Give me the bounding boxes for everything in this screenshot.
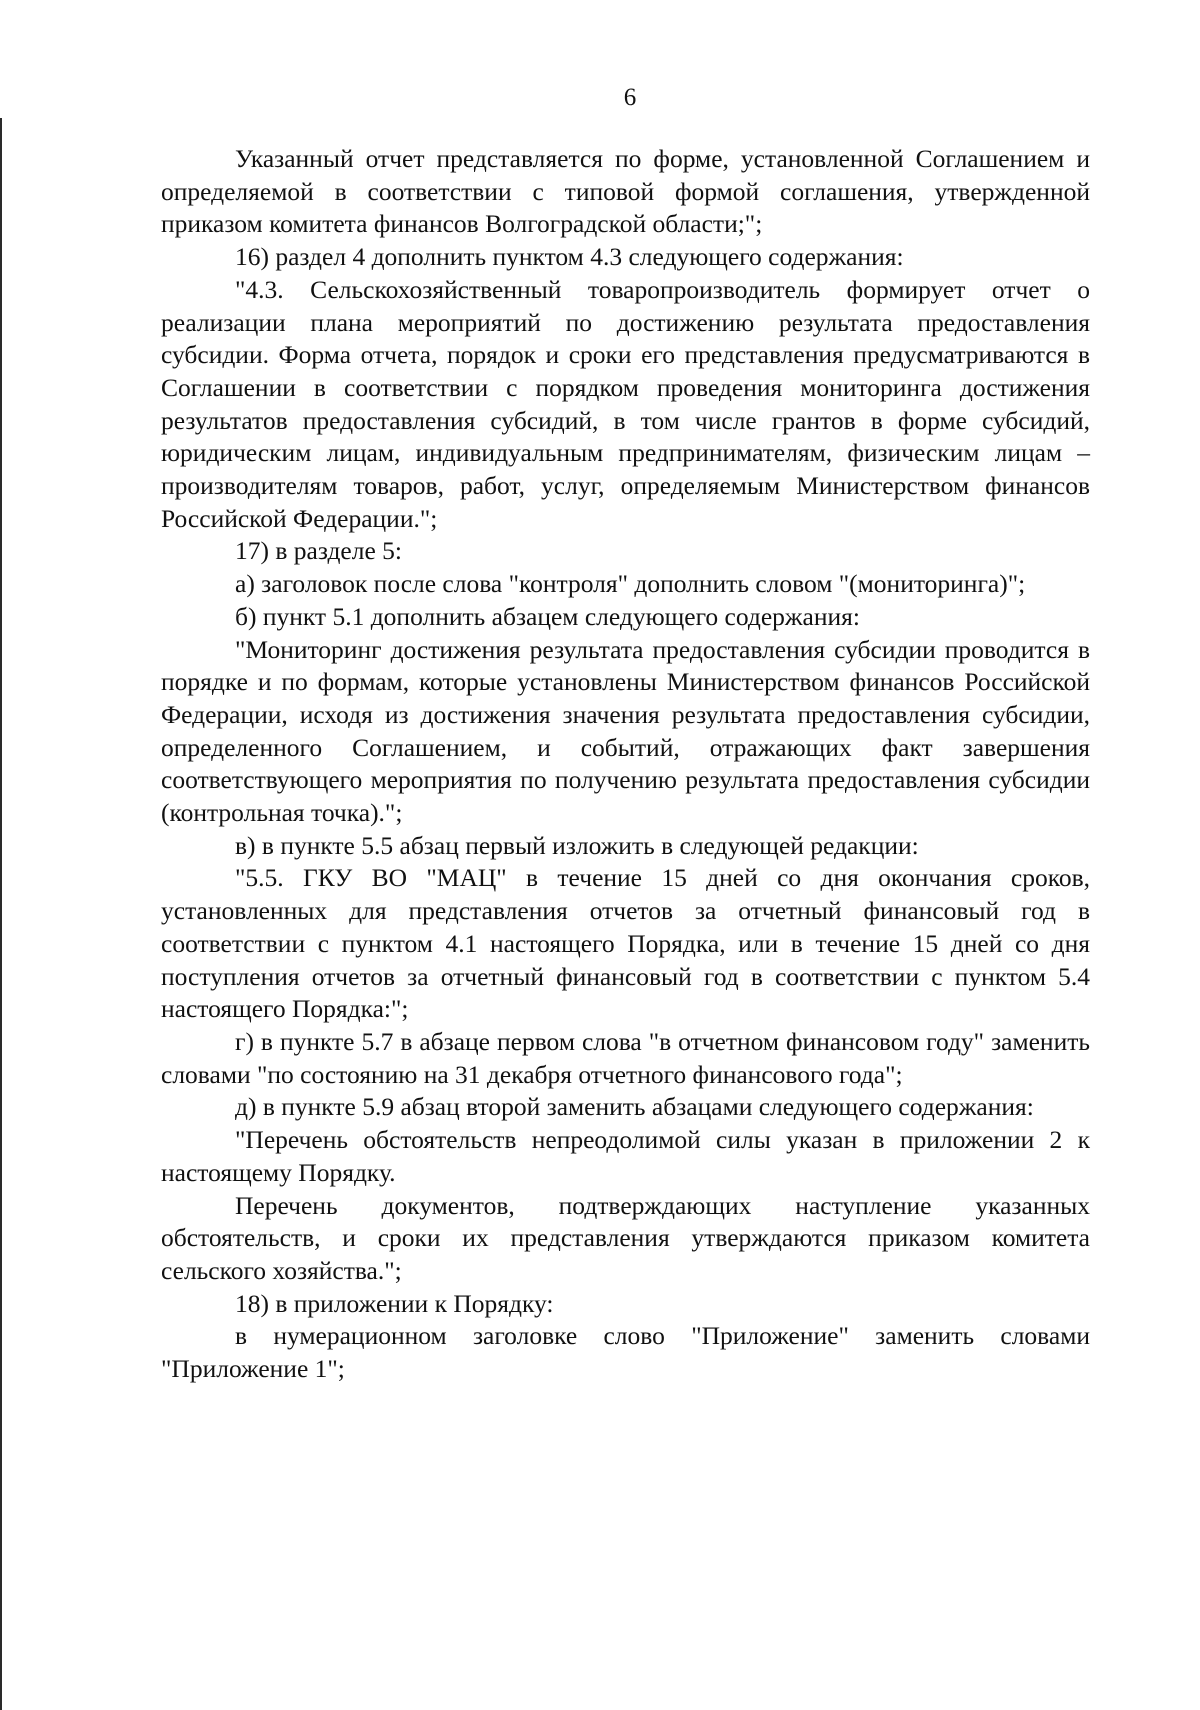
paragraph-subitem-v: в) в пункте 5.5 абзац первый изложить в следующей редакции:	[235, 830, 919, 860]
paragraph-item-18: 18) в приложении к Порядку:	[235, 1288, 554, 1318]
paragraph-subitem-g: г) в пункте 5.7 в абзаце первом слова "в отчетном финансовом году" заменить словами "по состоянию на 31 декабря отчетного финансового года";	[161, 1026, 1090, 1089]
paragraph-appendix-heading: в нумерационном заголовке слово "Приложение" заменить словами "Приложение 1";	[161, 1321, 1090, 1384]
document-body	[161, 143, 1090, 1386]
paragraph-subitem-a: а) заголовок после слова "контроля" дополнить словом "(мониторинга)";	[235, 569, 1026, 599]
page-number: 6	[623, 84, 637, 111]
paragraph-point-5-5: "5.5. ГКУ ВО "МАЦ" в течение 15 дней со дня окончания сроков, установленных для представления отчетов за отчетный финансовый год в соответствии с пунктом 4.1 настоящего Порядка, или в течение 15 дней со дня поступления отчетов за отчетный финансовый год в соответствии с пунктом 5.4 настоящего Порядка:";	[161, 863, 1090, 1024]
paragraph-item-16: 16) раздел 4 дополнить пунктом 4.3 следующего содержания:	[235, 242, 904, 272]
paragraph-item-17: 17) в разделе 5:	[235, 536, 403, 566]
paragraph-documents-list: Перечень документов, подтверждающих наступление указанных обстоятельств, и сроки их представления утверждаются приказом комитета сельского хозяйства.";	[161, 1190, 1090, 1285]
scan-edge-line	[0, 118, 2, 1710]
paragraph-monitoring: "Мониторинг достижения результата предоставления субсидии проводится в порядке и по формам, которые установлены Министерством финансов Российской Федерации, исходя из достижения значения результата предоставления субсидии, определенного Соглашением, и событий, отражающих факт завершения соответствующего мероприятия по получению результата предоставления субсидии (контрольная точка).";	[161, 634, 1090, 828]
paragraph-force-majeure: "Перечень обстоятельств непреодолимой силы указан в приложении 2 к настоящему Порядку.	[161, 1125, 1090, 1187]
paragraph-subitem-b: б) пункт 5.1 дополнить абзацем следующего содержания:	[235, 601, 860, 631]
paragraph-report-form: Указанный отчет представляется по форме, установленной Соглашением и определяемой в соответствии с типовой формой соглашения, утвержденной приказом комитета финансов Волгоградской области;";	[161, 144, 1090, 239]
paragraph-subitem-d: д) в пункте 5.9 абзац второй заменить абзацами следующего содержания:	[235, 1092, 1034, 1122]
paragraph-point-4-3: "4.3. Сельскохозяйственный товаропроизводитель формирует отчет о реализации плана мероприятий по достижению результата предоставления субсидии. Форма отчета, порядок и сроки его представления предусматриваются в Соглашении в соответствии с порядком проведения мониторинга достижения результатов предоставления субсидий, в том числе грантов в форме субсидий, юридическим лицам, индивидуальным предпринимателям, физическим лицам – производителям товаров, работ, услуг, определяемым Министерством финансов Российской Федерации.";	[161, 274, 1090, 533]
